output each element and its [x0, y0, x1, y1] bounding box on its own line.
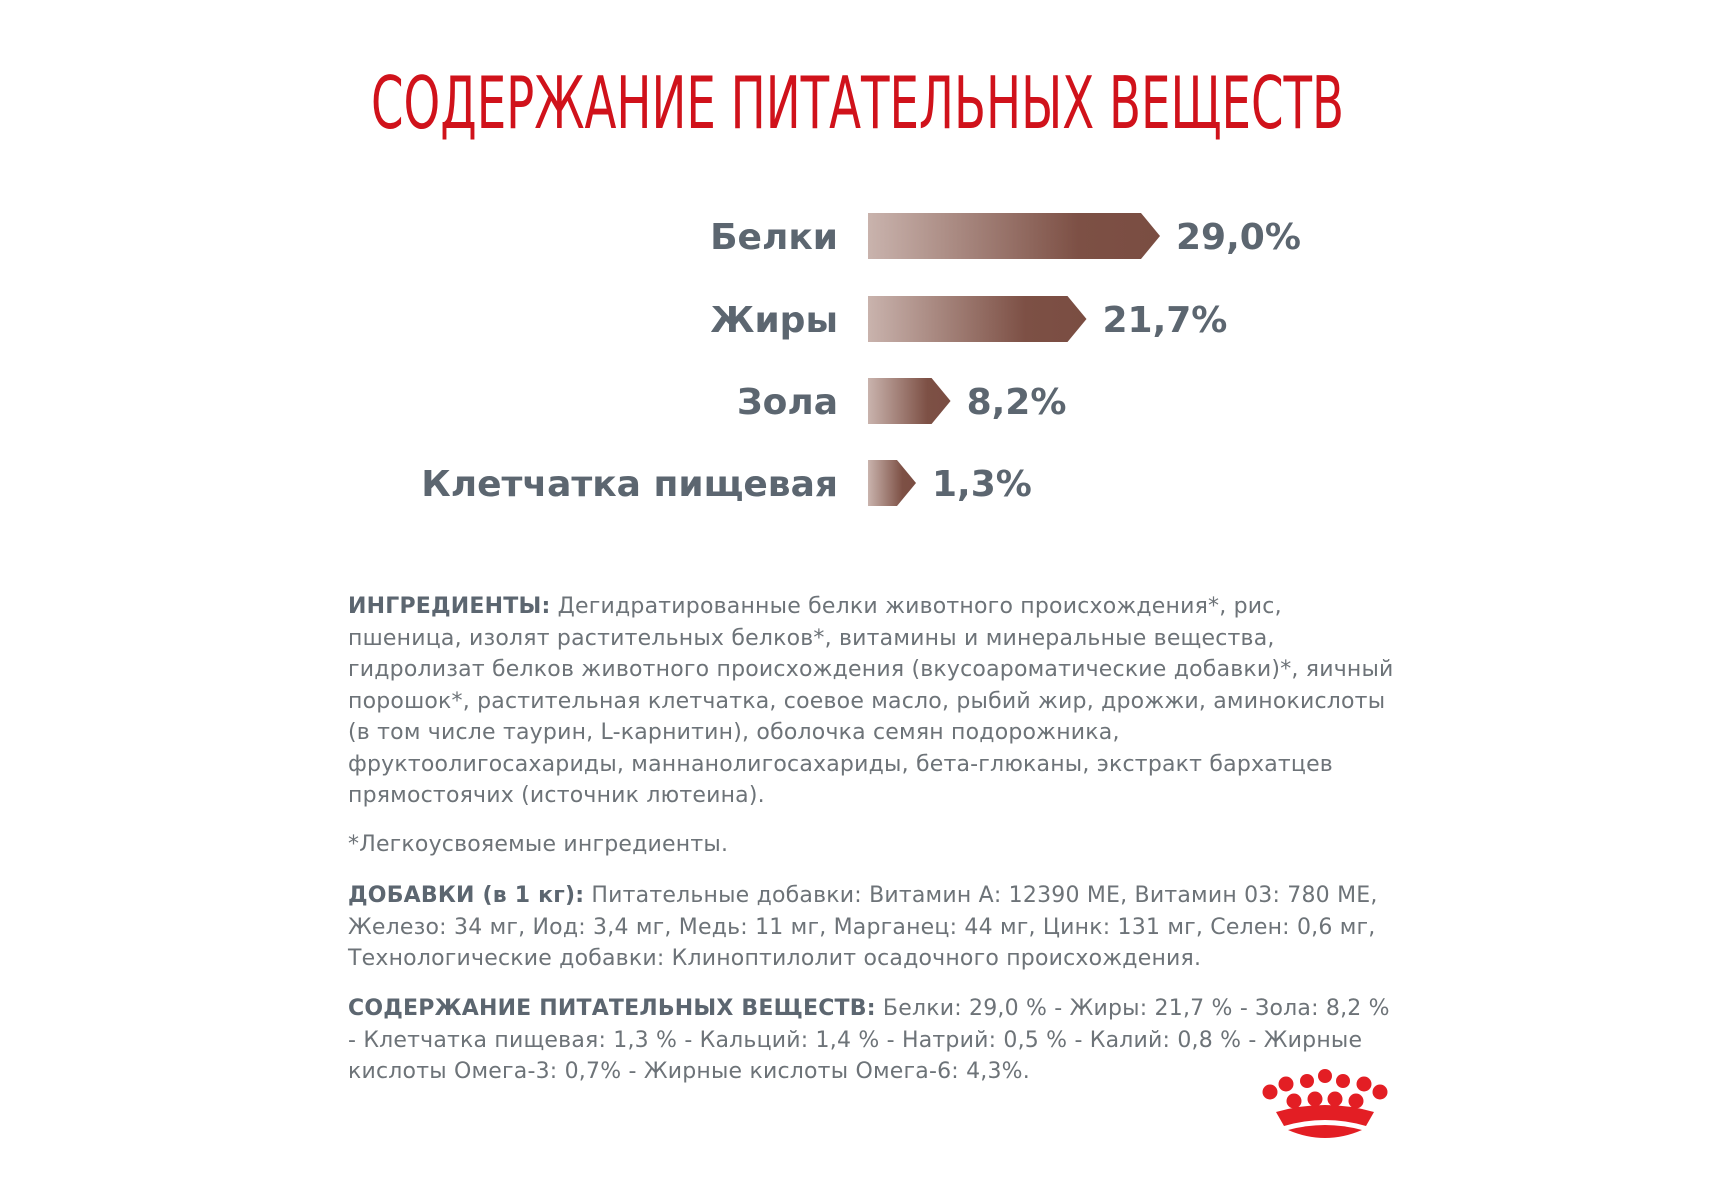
bar-4: [868, 460, 916, 506]
ingredients-block: [348, 591, 1398, 812]
bar-3: [868, 378, 951, 424]
value-label-4: 1,3%: [932, 464, 1032, 505]
crown-icon: [1262, 1068, 1388, 1140]
category-label-4: Клетчатка пищевая: [421, 464, 838, 505]
additives-text: Питательные добавки: Витамин А: 12390 МЕ, Витамин 03: 780 МЕ, Железо: 34 мг, Иод: 3,4 мг, Медь: 11 мг, Марганец: 44 мг, Цинк: 131 мг, Селен: 0,6 мг, Технологические добавки: Клиноптилолит осадочного происхождения.: [348, 883, 1378, 971]
additives-label: ДОБАВКИ (в 1 кг):: [348, 883, 585, 908]
ingredients-label: ИНГРЕДИЕНТЫ:: [348, 594, 551, 619]
category-label-1: Белки: [710, 217, 838, 258]
additives-block: [348, 880, 1398, 975]
nutrients-block: [348, 993, 1398, 1088]
page-title: СОДЕРЖАНИЕ ПИТАТЕЛЬНЫХ ВЕЩЕСТВ: [370, 61, 1345, 145]
bar-1: [868, 213, 1160, 259]
value-label-1: 29,0%: [1176, 217, 1301, 258]
category-label-3: Зола: [737, 382, 838, 423]
bar-2: [868, 296, 1086, 342]
nutrients-label: СОДЕРЖАНИЕ ПИТАТЕЛЬНЫХ ВЕЩЕСТВ:: [348, 996, 876, 1021]
value-label-3: 8,2%: [966, 382, 1067, 423]
value-label-2: 21,7%: [1102, 300, 1228, 341]
nutrients-text: Белки: 29,0 % - Жиры: 21,7 % - Зола: 8,2 % - Клетчатка пищевая: 1,3 % - Кальций: 1,4 % - Натрий: 0,5 % - Калий: 0,8 % - Жирные кислоты Омега-3: 0,7% - Жирные кислоты Омега-6: 4,3%.: [348, 996, 1390, 1084]
footnote-text: *Легкоусвояемые ингредиенты.: [348, 832, 729, 857]
category-label-2: Жиры: [710, 300, 838, 341]
ingredients-text: Дегидратированные белки животного происхождения*, рис, пшеница, изолят растительных белков*, витамины и минеральные вещества, гидролизат белков животного происхождения (вкусоароматические добавки)*, яичный порошок*, растительная клетчатка, соевое масло, рыбий жир, дрожжи, аминокислоты (в том числе таурин, L-карнитин), оболочка семян подорожника, фруктоолигосахариды, маннанолигосахариды, бета-глюканы, экстракт бархатцев прямостоячих (источник лютеина).: [348, 594, 1394, 808]
nutrient-bar-chart: [0, 210, 1715, 540]
